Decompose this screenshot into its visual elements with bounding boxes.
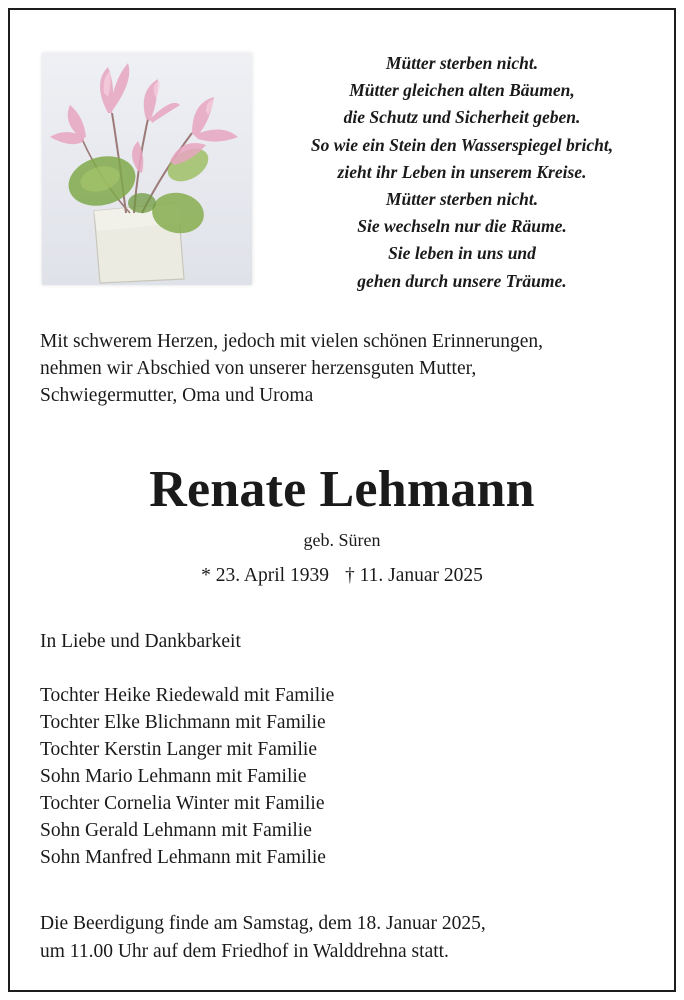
poem-line: zieht ihr Leben in unserem Kreise.: [337, 161, 587, 182]
funeral-line: um 11.00 Uhr auf dem Friedhof in Walddrehna statt.: [40, 941, 449, 962]
poem-line: die Schutz und Sicherheit geben.: [343, 107, 581, 128]
mourner-item: Sohn Gerald Lehmann mit Familie: [40, 820, 312, 841]
intro-line: Schwiegermutter, Oma und Uroma: [40, 385, 314, 406]
poem-line: Mütter sterben nicht.: [385, 189, 539, 210]
funeral-line: Die Beerdigung finde am Samstag, dem 18. Januar 2025,: [40, 913, 486, 934]
poem-line: gehen durch unsere Träume.: [357, 270, 567, 291]
poem-line: Sie leben in uns und: [388, 243, 536, 264]
poem-line: So wie ein Stein den Wasserspiegel bricht,: [310, 134, 614, 155]
mourner-item: Tochter Heike Riedewald mit Familie: [40, 685, 335, 706]
birth-date: * 23. April 1939: [201, 565, 329, 586]
poem: [272, 50, 652, 295]
poem-line: Sie wechseln nur die Räume.: [357, 216, 567, 237]
mourner-item: Sohn Mario Lehmann mit Familie: [40, 766, 307, 787]
deceased-name: Renate Lehmann: [149, 461, 535, 518]
intro-line: nehmen wir Abschied von unserer herzensguten Mutter,: [40, 358, 477, 379]
mourner-item: Sohn Manfred Lehmann mit Familie: [40, 847, 326, 868]
funeral-notice: [40, 910, 486, 966]
intro-line: Mit schwerem Herzen, jedoch mit vielen schönen Erinnerungen,: [40, 331, 544, 352]
intro-text: [40, 328, 680, 409]
flower-painting: [42, 53, 252, 285]
death-date: † 11. Januar 2025: [344, 565, 483, 586]
mourner-item: Tochter Kerstin Langer mit Familie: [40, 739, 317, 760]
birth-name: geb. Süren: [303, 530, 381, 550]
gratitude-line: In Liebe und Dankbarkeit: [40, 631, 241, 652]
life-dates: [10, 562, 674, 590]
poem-line: Mütter sterben nicht.: [385, 53, 539, 73]
obituary-frame: [8, 8, 676, 992]
poem-line: Mütter gleichen alten Bäumen,: [349, 80, 575, 101]
mourner-item: Tochter Cornelia Winter mit Familie: [40, 793, 325, 814]
mourners-list: [40, 682, 334, 871]
mourner-item: Tochter Elke Blichmann mit Familie: [40, 712, 326, 733]
cyclamen-watercolor-image: [42, 53, 252, 285]
